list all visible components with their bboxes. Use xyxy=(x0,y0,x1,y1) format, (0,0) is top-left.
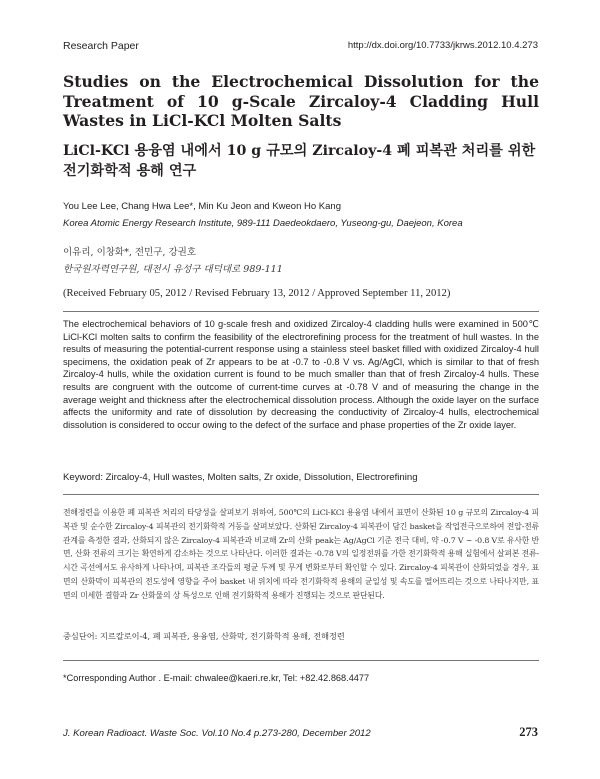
authors-korean: 이유리, 이창화*, 전민구, 강권호 xyxy=(63,247,196,258)
abstract-korean: 전해정련을 이용한 폐 피복관 처리의 타당성을 살펴보기 위하여, 500℃의 LiCl-KCl 용융염 내에서 표면이 산화된 10 g 규모의 Zircaloy-4 피복관 및 순수한 Zircaloy-4 피복관의 전기화학적 거동을 살펴보았다. 산화된 Zircaloy-4 피복관이 담긴 basket을 작업전극으로하여 전압-전류 관계를 측정한 결과, 산화되지 않은 Zircaloy-4 피복관과 비교해 Zr의 산화 peak는 Ag/AgCl 기준 전극 대비, 약 -0.7 V ~ -0.8 V로 유사한 반면, 산화 전류의 크기는 확연하게 감소하는 것으로 나타난다. 이러한 결과는 -0.78 V의 일정전위를 가한 전기화학적 용해 실험에서 살펴본 전류-시간 곡선에서도 유사하게 나타나며, 피복관 조각들의 평균 두께 및 무게 변화로부터 확인할 수 있다. Zircaloy-4 피복관이 산화되었을 경우, 표면의 산화막이 피복관의 전도성에 영향을 주어 basket 내 위치에 따라 전기화학적 용해의 균일성 및 속도를 떨어뜨리는 것으로 나타나지만, 표면의 미세한 결함과 Zr 산화물의 상 특성으로 인해 전기화학적 용해가 진행되는 것으로 판단된다. xyxy=(63,508,539,600)
paper-title-english: Studies on the Electrochemical Dissolution for the Treatment of 10 g-Scale Zircaloy-4 Cladding Hull Wastes in LiCl-KCl Molten Salts xyxy=(63,72,539,130)
keywords-english: Keyword: Zircaloy-4, Hull wastes, Molten salts, Zr oxide, Dissolution, Electrorefining xyxy=(63,472,418,483)
journal-citation: J. Korean Radioact. Waste Soc. Vol.10 No.4 p.273-280, December 2012 xyxy=(63,728,371,739)
authors-english: You Lee Lee, Chang Hwa Lee*, Min Ku Jeon and Kweon Ho Kang xyxy=(63,201,341,212)
divider-bottom xyxy=(63,660,539,661)
section-label: Research Paper xyxy=(63,40,139,52)
keywords-korean: 중심단어: 지르칼로이-4, 폐 피복관, 용융염, 산화막, 전기화학적 용해, 전해정련 xyxy=(63,631,345,641)
corresponding-author: *Corresponding Author . E-mail: chwalee@kaeri.re.kr, Tel: +82.42.868.4477 xyxy=(63,673,370,683)
affiliation-korean: 한국원자력연구원, 대전시 유성구 대덕대로 989-111 xyxy=(63,264,283,275)
doi-link[interactable]: http://dx.doi.org/10.7733/jkrws.2012.10.4.273 xyxy=(347,40,538,51)
divider-top xyxy=(63,311,539,312)
page-number: 273 xyxy=(519,725,538,739)
abstract-english: The electrochemical behaviors of 10 g-scale fresh and oxidized Zircaloy-4 cladding hulls were examined in 500℃ LiCl-KCl molten salts to confirm the feasibility of the electrorefining process for the treatment of hull wastes. In the results of measuring the potential-current response using a stainless steel basket filled with oxidized Zircaloy-4 hull specimens, the oxidation peak of Zr appears to be at -0.7 to -0.8 V vs. Ag/AgCl, which is similar to that of fresh Zircaloy-4 hulls, while the oxidation current is found to be much smaller than that of fresh Zircaloy-4 hulls. These results are congruent with the outcome of current-time curves at -0.78 V and of measuring the change in the average weight and thickness after the electrochemical dissolution process. Although the oxide layer on the surface affects the uniformity and rate of dissolution by decreasing the conductivity of Zircaloy-4 hulls, electrochemical dissolution is considered to occur owing to the defect of the surface and phase properties of the Zr oxide layer. xyxy=(63,319,539,430)
paper-title-korean: LiCl-KCl 용융염 내에서 10 g 규모의 Zircaloy-4 폐 피복관 처리를 위한 전기화학적 용해 연구 xyxy=(63,143,536,179)
received-dates: (Received February 05, 2012 / Revised February 13, 2012 / Approved September 11, 2012) xyxy=(63,288,451,299)
affiliation-english: Korea Atomic Energy Research Institute, 989-111 Daedeokdaero, Yuseong-gu, Daejeon, Korea xyxy=(63,218,463,229)
divider-middle xyxy=(63,494,539,495)
